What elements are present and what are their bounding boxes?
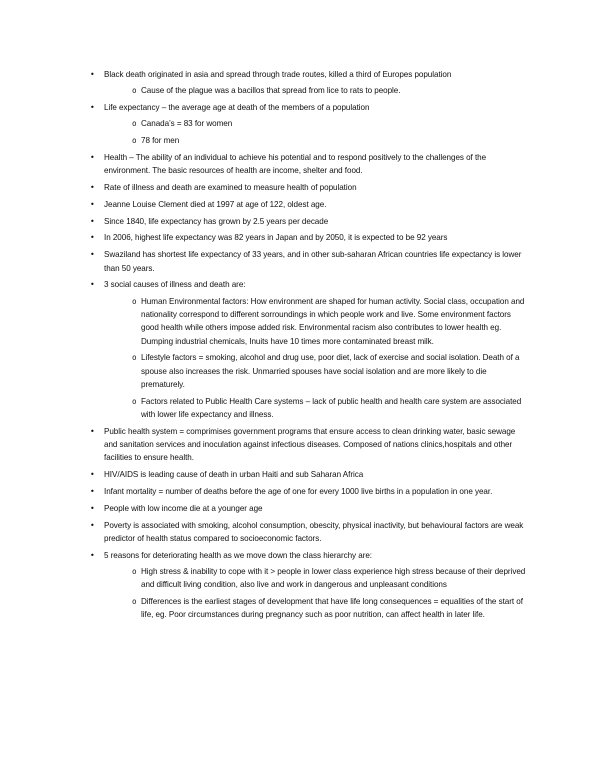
list-item-text: 3 social causes of illness and death are:	[104, 280, 246, 290]
sub-list-item	[104, 395, 530, 422]
list-item	[90, 485, 530, 498]
bullet-icon: •	[90, 470, 95, 480]
list-item	[90, 278, 530, 421]
bullet-icon: •	[90, 487, 95, 497]
sub-list-item-text: High stress & inability to cope with it > people in lower class experience high stress because of their deprived and difficult living condition, also live and work in dangerous and unpleasant conditions	[141, 567, 526, 590]
list-item	[90, 198, 530, 211]
list-item-text: People with low income die at a younger age	[104, 503, 263, 513]
bullet-icon: •	[90, 550, 95, 560]
sub-list	[104, 117, 530, 147]
sub-bullet-icon: o	[132, 567, 137, 576]
sub-list-item	[104, 84, 530, 97]
list-item	[90, 502, 530, 515]
bullet-icon: •	[90, 103, 95, 113]
list-item-text: Jeanne Louise Clement died at 1997 at age of 122, oldest age.	[104, 199, 327, 209]
sub-list-item-text: 78 for men	[141, 136, 180, 146]
list-item	[90, 549, 530, 622]
sub-bullet-icon: o	[132, 86, 137, 96]
bullet-icon: •	[90, 426, 95, 436]
list-item	[90, 215, 530, 228]
bullet-icon: •	[90, 233, 95, 243]
list-item	[90, 68, 530, 98]
list-item-text: In 2006, highest life expectancy was 82 years in Japan and by 2050, it is expected to be 92 years	[104, 233, 448, 243]
list-item-text: Infant mortality = number of deaths before the age of one for every 1000 live births in a population in one year.	[104, 487, 493, 497]
sub-list-item	[104, 351, 530, 391]
sub-list-item-text: Factors related to Public Health Care systems – lack of public health and health care system are associated with lower life expectancy and illness.	[141, 396, 522, 420]
list-item-text: Since 1840, life expectancy has grown by 2.5 years per decade	[104, 216, 329, 226]
sub-list-item-text: Cause of the plague was a bacillos that spread from lice to rats to people.	[141, 86, 401, 96]
list-item-text: 5 reasons for deteriorating health as we move down the class hierarchy are:	[104, 550, 372, 560]
list-item	[90, 231, 530, 244]
sub-list	[104, 295, 530, 422]
bullet-icon: •	[90, 152, 95, 162]
list-item	[90, 101, 530, 147]
sub-list-item	[104, 134, 530, 147]
sub-list-item	[104, 565, 530, 592]
bullet-icon: •	[90, 280, 95, 290]
list-item-text: Rate of illness and death are examined to measure health of population	[104, 183, 357, 193]
bullet-icon: •	[90, 183, 95, 193]
list-item-text: Swaziland has shortest life expectancy of 33 years, and in other sub-saharan African countries life expectancy is lower than 50 years.	[104, 250, 522, 273]
sub-list-item-text: Canada’s = 83 for women	[141, 119, 233, 129]
sub-bullet-icon: o	[132, 136, 137, 146]
list-item-text: Health – The ability of an individual to achieve his potential and to respond positively to the challenges of the environment. The basic resources of health are income, shelter and food.	[104, 152, 487, 176]
list-item	[90, 181, 530, 194]
sub-bullet-icon: o	[132, 353, 137, 363]
notes-content	[90, 68, 530, 625]
list-item-text: Black death originated in asia and spread through trade routes, killed a third of Europes population	[104, 70, 452, 79]
sub-list	[104, 565, 530, 622]
sub-list-item-text: Lifestyle factors = smoking, alcohol and drug use, poor diet, lack of exercise and social isolation. Death of a spouse also increases the risk. Unmarried spouses have social isolation and are more likely to die prematurely.	[141, 353, 520, 389]
list-item-text: HIV/AIDS is leading cause of death in urban Haiti and sub Saharan Africa	[104, 470, 364, 480]
list-item-text: Public health system = comprimises government programs that ensure access to clean drinking water, basic sewage and sanitation services and inoculation against infectious diseases. Composed of nations clinics,hospitals and other facilities to ensure health.	[104, 426, 516, 463]
bullet-icon: •	[90, 199, 95, 209]
list-item	[90, 425, 530, 465]
list-item-text: Life expectancy – the average age at death of the members of a population	[104, 103, 370, 113]
sub-list-item	[104, 295, 530, 348]
bullet-icon: •	[90, 520, 95, 530]
list-item	[90, 151, 530, 178]
bullet-icon: •	[90, 250, 95, 260]
sub-list-item	[104, 595, 530, 622]
list-item	[90, 519, 530, 546]
sub-list	[104, 84, 530, 97]
list-item	[90, 248, 530, 275]
sub-bullet-icon: o	[132, 597, 137, 607]
sub-bullet-icon: o	[132, 296, 137, 306]
sub-list-item-text: Human Environmental factors: How environment are shaped for human activity. Social class, occupation and nationality correspond to different sorroundings in which people work and live. Some environment factors good health while others impose added risk. Environmental racism also contributes to lower health eg. Dumping industrial chemicals, Inuits have 10 times more contaminated breast milk.	[141, 296, 525, 346]
bullet-list	[90, 68, 530, 622]
bullet-icon: •	[90, 70, 95, 79]
bullet-icon: •	[90, 216, 95, 226]
list-item	[90, 468, 530, 481]
sub-list-item	[104, 117, 530, 130]
sub-bullet-icon: o	[132, 119, 137, 129]
list-item-text: Poverty is associated with smoking, alcohol consumption, obescity, physical inactivity, but behavioural factors are weak predictor of health status compared to socioeconomic factors.	[104, 520, 524, 543]
sub-bullet-icon: o	[132, 396, 137, 406]
bullet-icon: •	[90, 503, 95, 513]
sub-list-item-text: Differences is the earliest stages of development that have life long consequences = equalities of the start of life, eg. Poor circumstances during pregnancy such as poor nutrition, can affect health in later life.	[141, 597, 523, 620]
